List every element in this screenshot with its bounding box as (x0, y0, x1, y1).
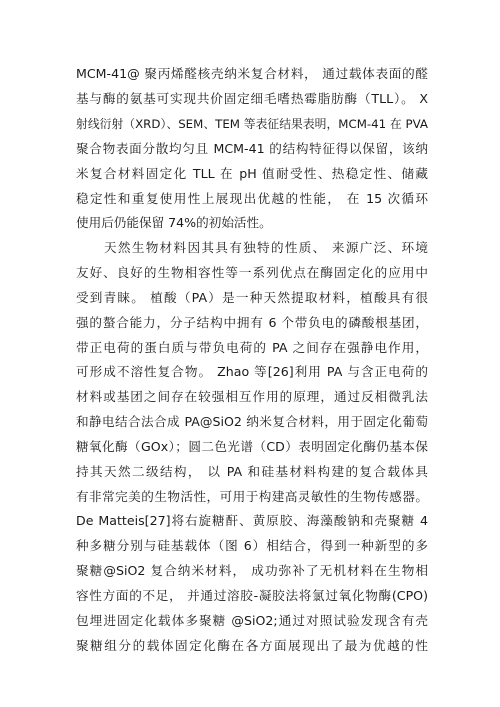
text-line: 稳定性和重复使用性上展现出优越的性能， 在 15 次循环 (76, 191, 428, 206)
text-line: 受到青睐。 植酸（PA）是一种天然提取材料，植酸具有很 (76, 290, 428, 305)
text-line: 聚糖@SiO2 复合纳米材料， 成功弥补了无机材料在生物相 (76, 563, 428, 578)
text-line: 糖氧化酶（GOx）；圆二色光谱（CD）表明固定化酶仍基本保 (76, 439, 428, 454)
text-line: 聚糖组分的载体固定化酶在各方面展现出了最为优越的性 (76, 638, 428, 653)
text-line: 聚合物表面分散均匀且 MCM-41 的结构特征得以保留，该纳 (76, 141, 428, 156)
text-line: 容性方面的不足， 并通过溶胶-凝胶法将氯过氧化物酶(CPO) (76, 588, 428, 603)
text-line: 材料或基团之间存在较强相互作用的原理，通过反相微乳法 (76, 389, 428, 404)
text-line: 射线衍射（XRD）、SEM、TEM 等表征结果表明，MCM-41 在 PVA (76, 117, 428, 131)
text-line: 种多糖分别与硅基载体（图 6）相结合，得到一种新型的多 (76, 538, 428, 553)
text-line: 基与酶的氨基可实现共价固定细毛嗜热霉脂肪酶（TLL）。 X (76, 91, 428, 106)
text-line: 使用后仍能保留 74%的初始活性。 (76, 215, 272, 230)
text-line: 米复合材料固定化 TLL 在 pH 值耐受性、热稳定性、储藏 (76, 166, 428, 181)
text-line: MCM-41@ 聚丙烯醛核壳纳米复合材料， 通过载体表面的醛 (76, 66, 428, 81)
text-line: 带正电荷的蛋白质与带负电荷的 PA 之间存在强静电作用， (76, 340, 428, 355)
paragraph-first-line: 天然生物材料因其具有独特的性质、 来源广泛、环境 (104, 240, 428, 255)
text-line: 友好、良好的生物相容性等一系列优点在酶固定化的应用中 (76, 265, 428, 280)
text-line: 强的螯合能力，分子结构中拥有 6 个带负电的磷酸根基团， (76, 315, 428, 330)
text-line: 可形成不溶性复合物。 Zhao 等[26]利用 PA 与含正电荷的 (76, 364, 428, 379)
text-line: 和静电结合法合成 PA@SiO2 纳米复合材料，用于固定化葡萄 (76, 414, 428, 429)
text-line: 有非常完美的生物活性，可用于构建高灵敏性的生物传感器。 (76, 489, 428, 504)
text-line: De Matteis[27]将右旋糖酐、黄原胶、海藻酸钠和壳聚糖 4 (76, 513, 428, 528)
text-line: 持其天然二级结构， 以 PA 和硅基材料构建的复合载体具 (76, 464, 428, 479)
text-line: 包埋进固定化载体多聚糖 @SiO2;通过对照试验发现含有壳 (76, 613, 428, 628)
